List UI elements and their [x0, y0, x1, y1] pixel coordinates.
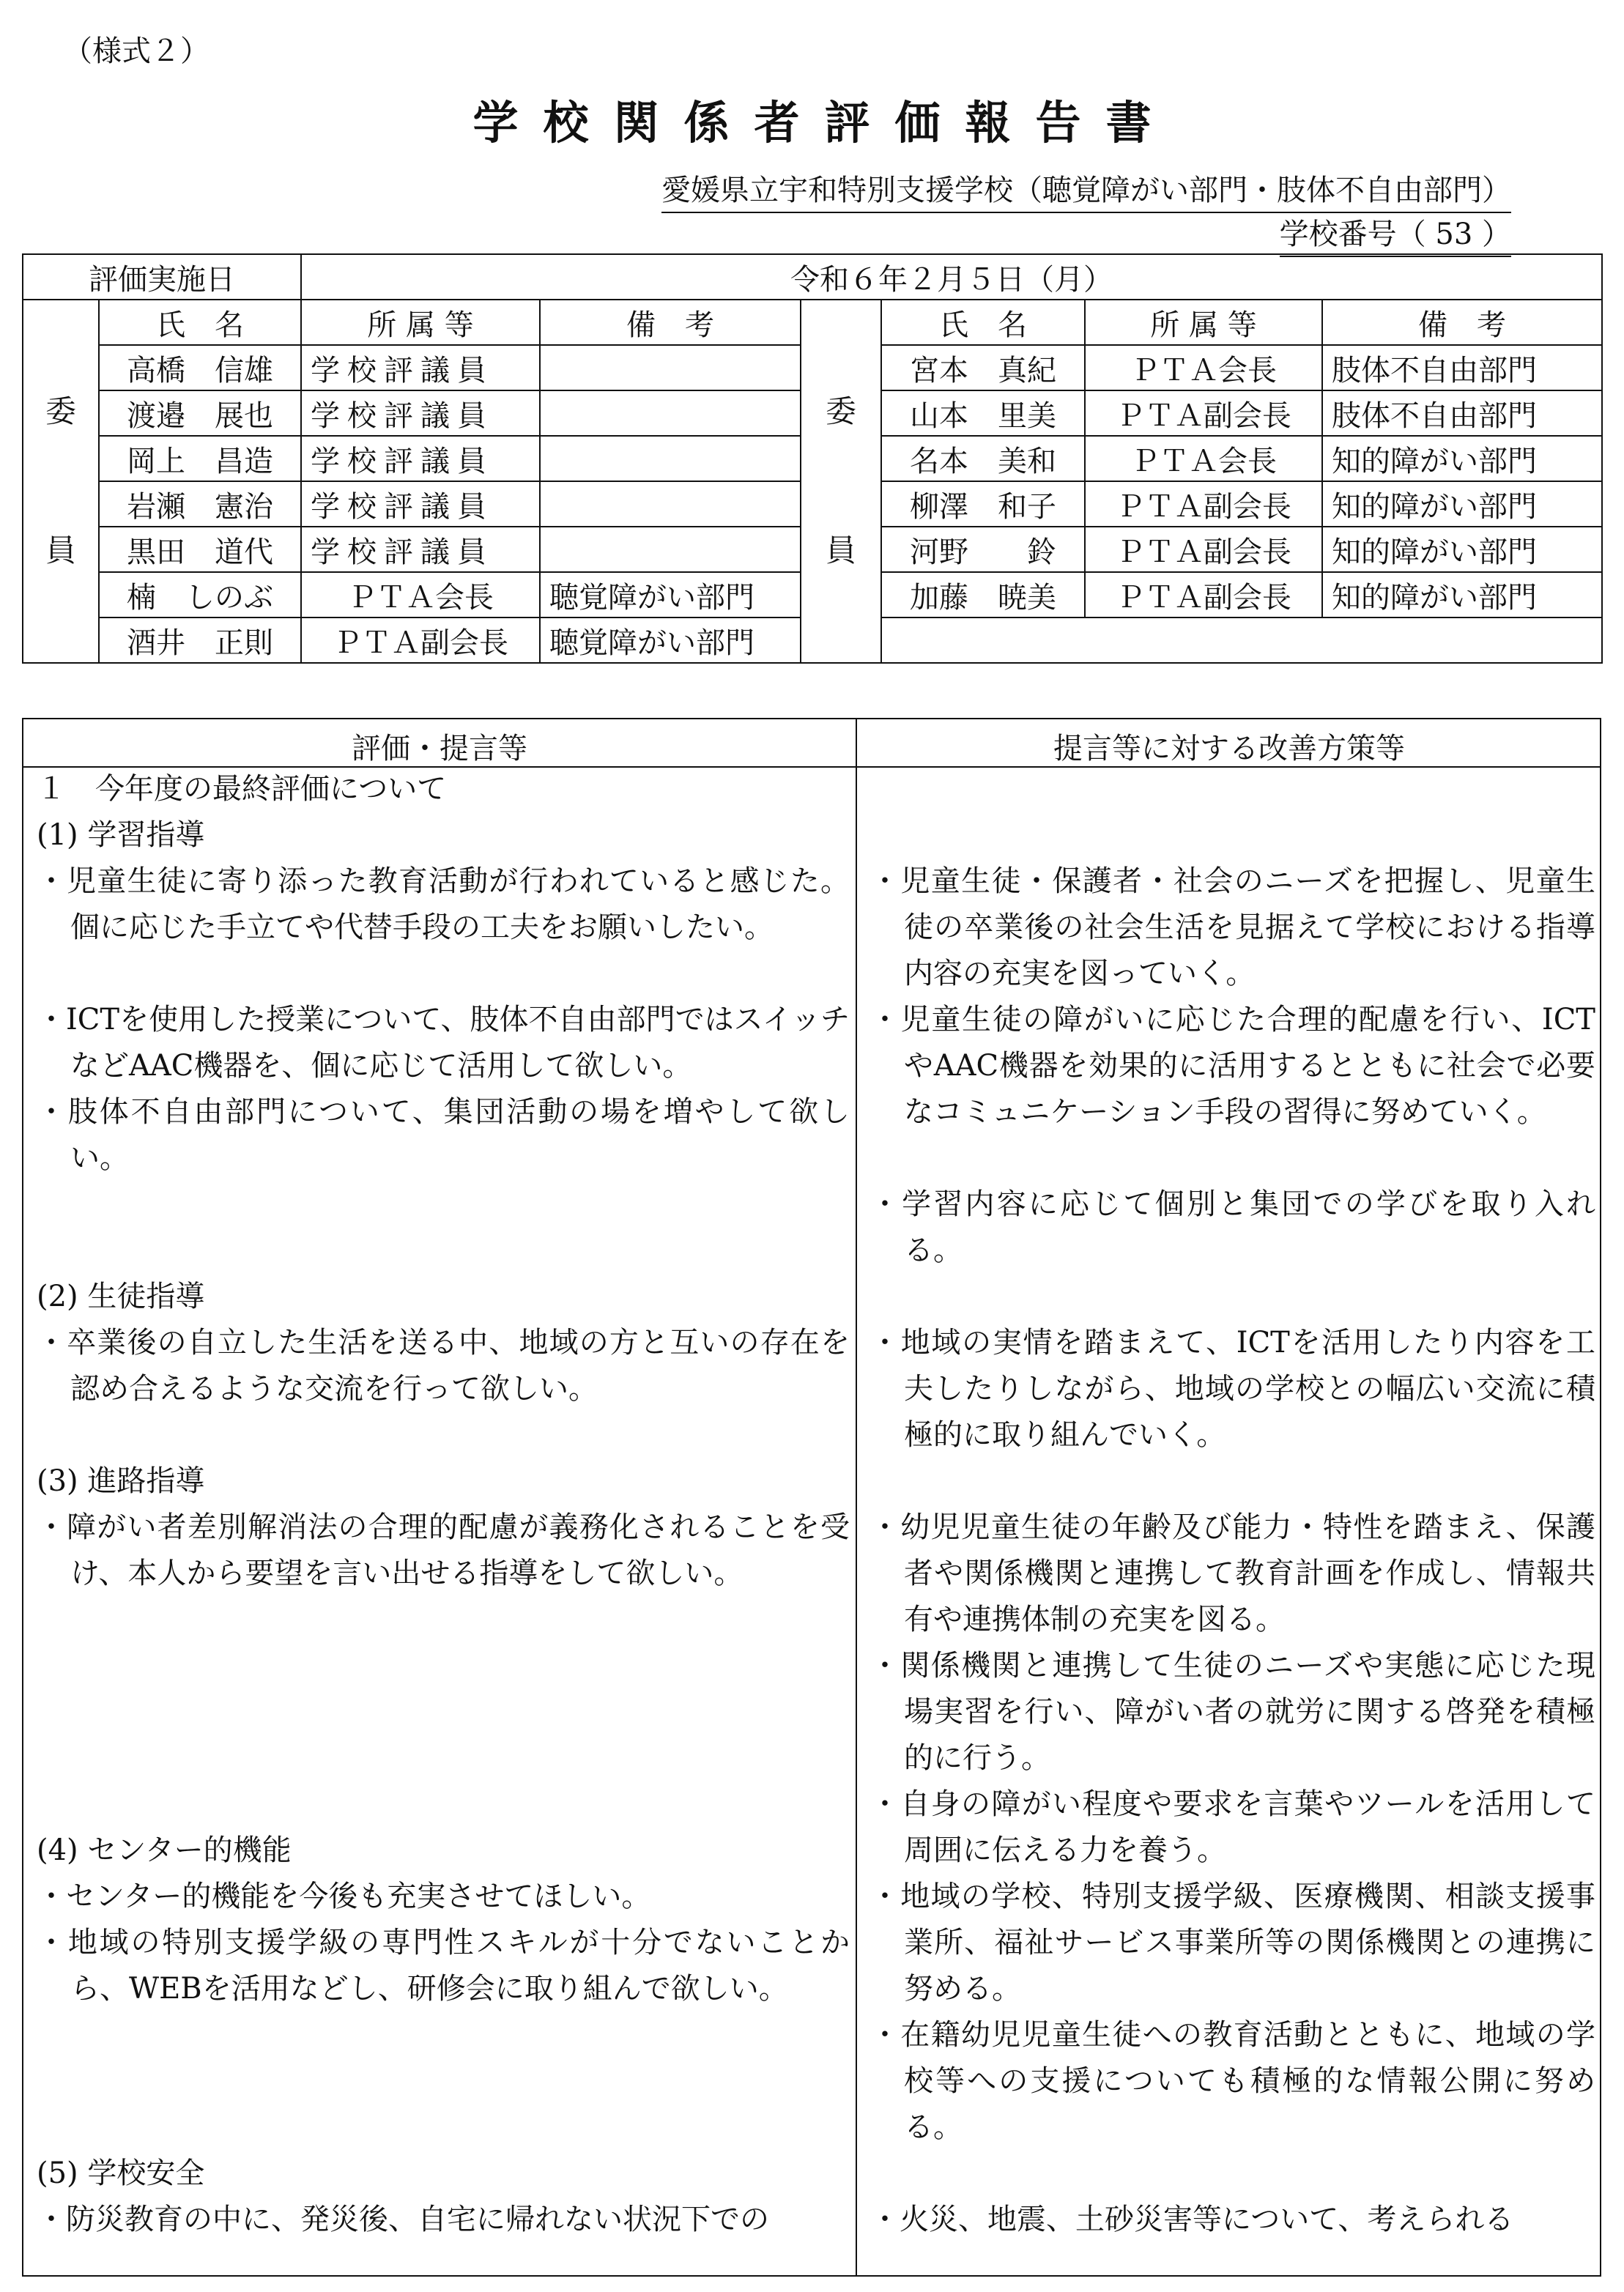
member-note — [540, 436, 801, 481]
member-note — [540, 527, 801, 572]
list-item: ・学習内容に応じて個別と集団での学びを取り入れる。 — [870, 1187, 1595, 1267]
member-name: 河野 鈴 — [881, 527, 1085, 572]
member-note: 知的障がい部門 — [1322, 481, 1602, 527]
member-name: 岡上 昌造 — [99, 436, 301, 481]
member-name: 渡邉 展也 — [99, 390, 301, 436]
list-item: ・地域の学校、特別支援学級、医療機関、相談支援事業所、福祉サービス事業所等の関係機関との連携に努める。 — [870, 1880, 1595, 2006]
member-affiliation: ＰＴＡ会長 — [1085, 436, 1322, 481]
list-item: ・児童生徒・保護者・社会のニーズを把握し、児童生徒の卒業後の社会生活を見据えて学校における指導内容の充実を図っていく。 — [870, 864, 1595, 990]
col-left-header: 評価・提言等 — [352, 732, 527, 765]
list-item: ・関係機関と連携して生徒のニーズや実態に応じた現場実習を行い、障がい者の就労に関する啓発を積極的に行う。 — [870, 1649, 1595, 1775]
col-name-left: 氏 名 — [99, 300, 301, 345]
member-name: 高橋 信雄 — [99, 345, 301, 390]
member-name: 酒井 正則 — [99, 617, 301, 663]
list-item: ・火災、地震、土砂災害等について、考えられる — [870, 2203, 1514, 2236]
member-name: 岩瀬 憲治 — [99, 481, 301, 527]
member-name: 黒田 道代 — [99, 527, 301, 572]
member-affiliation: 学校評議員 — [301, 481, 540, 527]
member-affiliation: ＰＴＡ会長 — [1085, 345, 1322, 390]
column-divider — [856, 719, 857, 2275]
member-affiliation: ＰＴＡ会長 — [301, 572, 540, 617]
page-title: 学校関係者評価報告書 — [472, 96, 1176, 149]
list-item: ・センター的機能を今後も充実させてほしい。 — [37, 1880, 651, 1913]
section-title: (1) 学習指導 — [37, 818, 205, 852]
member-note: 肢体不自由部門 — [1322, 390, 1602, 436]
member-note: 知的障がい部門 — [1322, 527, 1602, 572]
member-note: 肢体不自由部門 — [1322, 345, 1602, 390]
section-title: (2) 生徒指導 — [37, 1280, 205, 1313]
member-affiliation: 学校評議員 — [301, 390, 540, 436]
list-item: ・肢体不自由部門について、集団活動の場を増やして欲しい。 — [37, 1095, 850, 1175]
member-note: 聴覚障がい部門 — [540, 617, 801, 663]
member-name: 加藤 暁美 — [881, 572, 1085, 617]
member-affiliation: 学校評議員 — [301, 527, 540, 572]
evaluation-table — [22, 718, 1601, 2277]
committee-members-table — [22, 253, 1603, 664]
list-item: ・ICTを使用した授業について、肢体不自由部門ではスイッチなどAAC機器を、個に応じて活用して欲しい。 — [37, 1003, 850, 1083]
section-title: (4) センター的機能 — [37, 1833, 292, 1867]
members-side-label-right: 委 員 — [801, 300, 881, 663]
member-note — [540, 345, 801, 390]
date-row — [23, 254, 1602, 300]
col-right-header: 提言等に対する改善方策等 — [1053, 732, 1405, 765]
member-name: 柳澤 和子 — [881, 481, 1085, 527]
section-title: (3) 進路指導 — [37, 1464, 205, 1498]
list-item: ・児童生徒の障がいに応じた合理的配慮を行い、ICTやAAC機器を効果的に活用するとともに社会で必要なコミュニケーション手段の習得に努めていく。 — [870, 1003, 1595, 1129]
form-number: （様式２） — [63, 34, 210, 68]
list-item: ・在籍幼児児童生徒への教育活動とともに、地域の学校等への支援についても積極的な情報公開に努める。 — [870, 2018, 1595, 2144]
member-name: 宮本 真紀 — [881, 345, 1085, 390]
member-affiliation: 学校評議員 — [301, 436, 540, 481]
col-note-right: 備 考 — [1322, 300, 1602, 345]
member-name: 山本 里美 — [881, 390, 1085, 436]
list-item: ・児童生徒に寄り添った教育活動が行われていると感じた。個に応じた手立てや代替手段の工夫をお願いしたい。 — [37, 864, 850, 944]
member-note: 聴覚障がい部門 — [540, 572, 801, 617]
section-title: (5) 学校安全 — [37, 2156, 205, 2190]
school-name: 愛媛県立宇和特別支援学校（聴覚障がい部門・肢体不自由部門） — [661, 167, 1511, 213]
col-note-left: 備 考 — [540, 300, 801, 345]
school-number: 学校番号（ 53 ） — [1280, 211, 1511, 257]
member-note: 知的障がい部門 — [1322, 436, 1602, 481]
member-affiliation: 学校評議員 — [301, 345, 540, 390]
list-item: ・地域の特別支援学級の専門性スキルが十分でないことから、WEBを活用などし、研修会に取り組んで欲しい。 — [37, 1926, 850, 2006]
member-name: 名本 美和 — [881, 436, 1085, 481]
col-affiliation-right: 所 属 等 — [1085, 300, 1322, 345]
col-name-right: 氏 名 — [881, 300, 1085, 345]
list-item: ・幼児児童生徒の年齢及び能力・特性を踏まえ、保護者や関係機関と連携して教育計画を作成し、情報共有や連携体制の充実を図る。 — [870, 1510, 1595, 1636]
list-item: ・地域の実情を踏まえて、ICTを活用したり内容を工夫したりしながら、地域の学校との幅広い交流に積極的に取り組んでいく。 — [870, 1326, 1595, 1452]
date-value: 令和６年２月５日（月） — [301, 254, 1602, 300]
col-affiliation-left: 所 属 等 — [301, 300, 540, 345]
members-side-label-left: 委 員 — [23, 300, 99, 663]
member-name: 楠 しのぶ — [99, 572, 301, 617]
list-item: ・障がい者差別解消法の合理的配慮が義務化されることを受け、本人から要望を言い出せる指導をして欲しい。 — [37, 1510, 850, 1590]
member-affiliation: ＰＴＡ副会長 — [301, 617, 540, 663]
date-label: 評価実施日 — [23, 254, 301, 300]
member-note — [540, 481, 801, 527]
section-main-title: １ 今年度の最終評価について — [37, 772, 447, 806]
list-item: ・自身の障がい程度や要求を言葉やツールを活用して周囲に伝える力を養う。 — [870, 1787, 1595, 1867]
member-note — [540, 390, 801, 436]
list-item: ・防災教育の中に、発災後、自宅に帰れない状況下での — [37, 2203, 769, 2236]
member-affiliation: ＰＴＡ副会長 — [1085, 527, 1322, 572]
member-note: 知的障がい部門 — [1322, 572, 1602, 617]
list-item: ・卒業後の自立した生活を送る中、地域の方と互いの存在を認め合えるような交流を行って欲しい。 — [37, 1326, 850, 1406]
member-affiliation: ＰＴＡ副会長 — [1085, 390, 1322, 436]
empty-cell — [881, 617, 1602, 663]
member-affiliation: ＰＴＡ副会長 — [1085, 572, 1322, 617]
members-header-row — [23, 300, 1602, 345]
evaluation-header-row — [23, 719, 1600, 768]
member-affiliation: ＰＴＡ副会長 — [1085, 481, 1322, 527]
